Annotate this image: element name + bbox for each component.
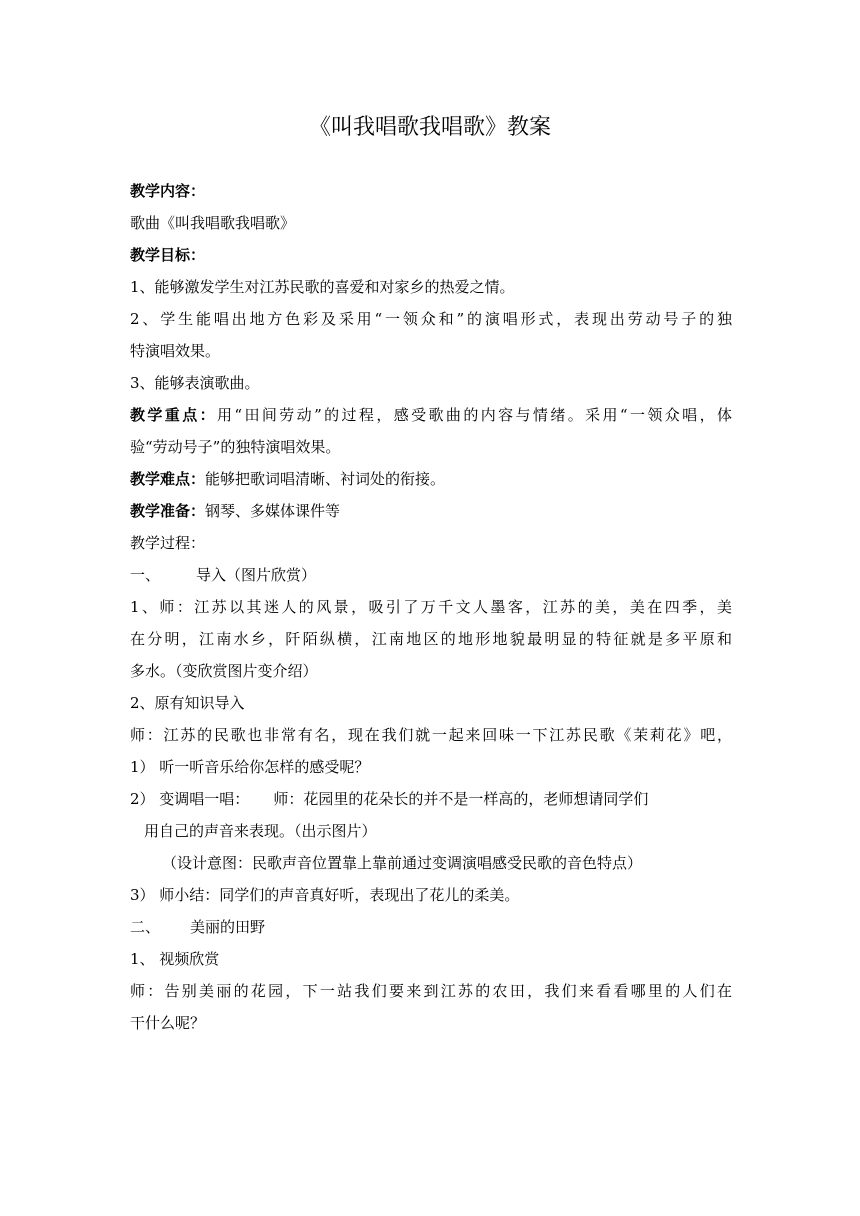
section-2-title: 美丽的田野 bbox=[190, 918, 266, 936]
section-1-title: 导入（图片欣赏） bbox=[196, 566, 317, 584]
label-teaching-goals: 教学目标： bbox=[130, 246, 206, 264]
difficulty-text: 能够把歌词唱清晰、衬词处的衔接。 bbox=[205, 470, 446, 488]
key-point-line-1 bbox=[130, 399, 732, 431]
document-title: 《叫我唱歌我唱歌》教案 bbox=[308, 115, 551, 140]
section-2-heading bbox=[130, 911, 732, 943]
question-2-line-2: 用自己的声音来表现。（出示图片） bbox=[144, 822, 377, 840]
preparation-line bbox=[130, 495, 732, 527]
goal-2-line-1: 2、学生能唱出地方色彩及采用“一领众和”的演唱形式，表现出劳动号子的独 bbox=[130, 310, 732, 328]
difficulty-label: 教学难点： bbox=[130, 470, 206, 488]
question-2-label: 2） 变调唱一唱： bbox=[130, 790, 250, 808]
para-video-line-1: 师：告别美丽的花园，下一站我们要来到江苏的农田，我们来看看哪里的人们在 bbox=[130, 982, 732, 1000]
design-intent-note: （设计意图：民歌声音位置靠上靠前通过变调演唱感受民歌的音色特点） bbox=[162, 854, 643, 872]
para-3: 师：江苏的民歌也非常有名，现在我们就一起来回味一下江苏民歌《茉莉花》吧， bbox=[130, 726, 732, 744]
process-label: 教学过程： bbox=[130, 534, 206, 552]
difficulty-line bbox=[130, 463, 732, 495]
para-1-line-3: 多水。（变欣赏图片变介绍） bbox=[130, 662, 318, 680]
preparation-label: 教学准备： bbox=[130, 502, 206, 520]
label-teaching-content: 教学内容： bbox=[130, 182, 206, 200]
goal-2-line-2: 特演唱效果。 bbox=[130, 342, 221, 360]
para-video-line-2: 干什么呢？ bbox=[130, 1014, 206, 1032]
key-point-line-2: 验“劳动号子”的独特演唱效果。 bbox=[130, 438, 341, 456]
para-2: 2、原有知识导入 bbox=[130, 694, 245, 712]
song-name: 歌曲《叫我唱歌我唱歌》 bbox=[130, 214, 296, 232]
preparation-text: 钢琴、多媒体课件等 bbox=[205, 502, 341, 520]
section-2-number: 二、 bbox=[130, 918, 161, 936]
goal-3: 3、能够表演歌曲。 bbox=[130, 374, 260, 392]
key-point-label: 教学重点： bbox=[130, 406, 217, 424]
goal-1: 1、能够激发学生对江苏民歌的喜爱和对家乡的热爱之情。 bbox=[130, 278, 515, 296]
para-1-line-2: 在分明，江南水乡，阡陌纵横，江南地区的地形地貌最明显的特征就是多平原和 bbox=[130, 630, 732, 648]
key-point-text: 用“田间劳动”的过程，感受歌曲的内容与情绪。采用“一领众唱，体 bbox=[217, 406, 732, 424]
para-1-line-1: 1、师：江苏以其迷人的风景，吸引了万千文人墨客，江苏的美，美在四季，美 bbox=[130, 598, 732, 616]
document-body bbox=[130, 175, 732, 1039]
question-1: 1） 听一听音乐给你怎样的感受呢？ bbox=[130, 758, 370, 776]
question-2-text: 师：花园里的花朵长的并不是一样高的，老师想请同学们 bbox=[273, 790, 649, 808]
section-1-heading bbox=[130, 559, 732, 591]
section-1-number: 一、 bbox=[130, 566, 161, 584]
video-heading: 1、 视频欣赏 bbox=[130, 950, 220, 968]
question-2-line-1 bbox=[130, 783, 732, 815]
question-3: 3） 师小结：同学们的声音真好听，表现出了花儿的柔美。 bbox=[130, 886, 520, 904]
